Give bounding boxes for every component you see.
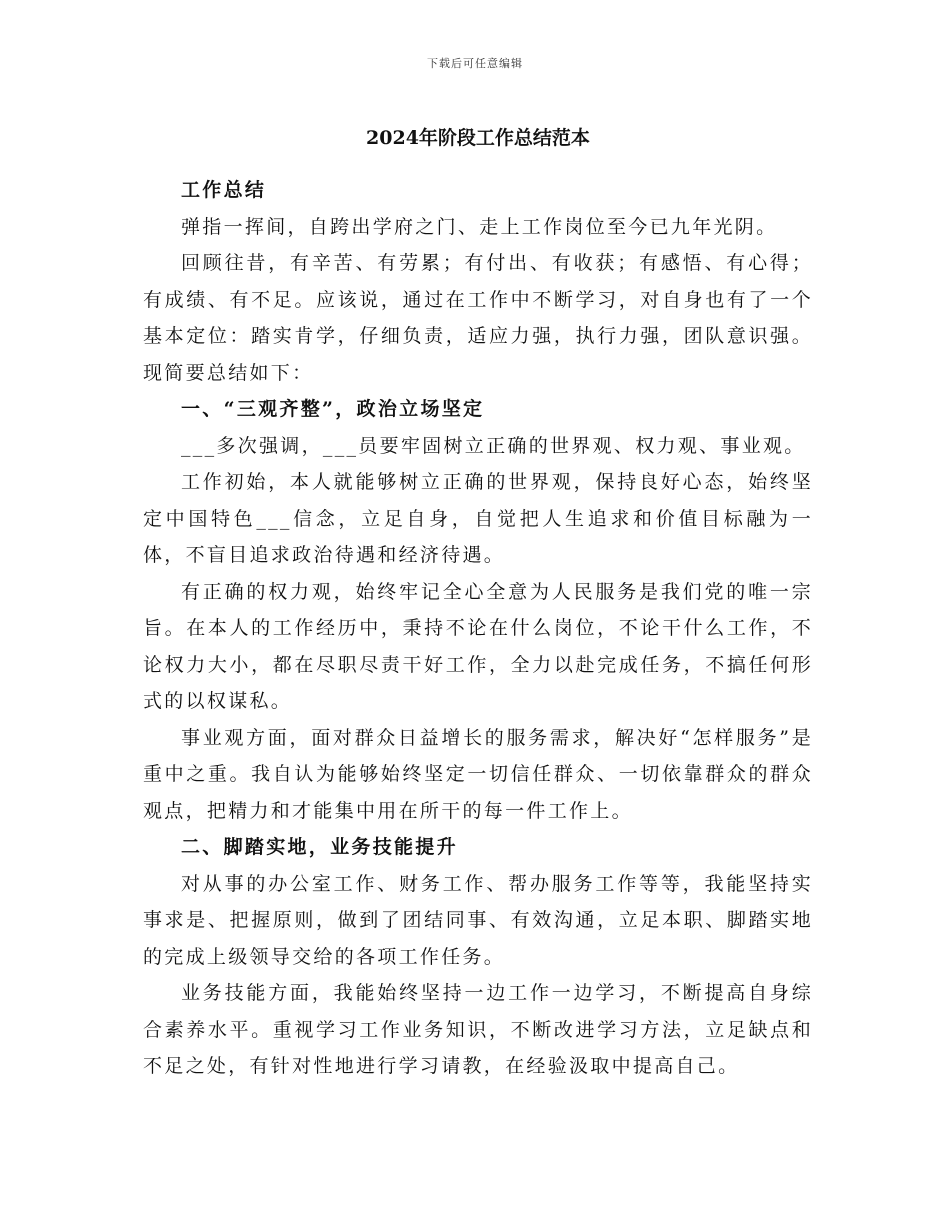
paragraph: 业务技能方面，我能始终坚持一边工作一边学习，不断提高自身综合素养水平。重视学习工作业务知识，不断改进学习方法，立足缺点和不足之处，有针对性地进行学习请教，在经验汲取中提高自己。 (143, 982, 813, 1077)
paragraph: ___多次强调，___员要牢固树立正确的世界观、权力观、事业观。 (181, 434, 806, 457)
section-heading-one: 一、“三观齐整”，政治立场坚定 (181, 398, 485, 420)
document-body (143, 118, 813, 1085)
paragraph: 对从事的办公室工作、财务工作、帮办服务工作等等，我能坚持实事求是、把握原则，做到了团结同事、有效沟通，立足本职、脚踏实地的完成上级领导交给的各项工作任务。 (143, 872, 813, 968)
paragraph: 回顾往昔，有辛苦、有劳累；有付出、有收获；有感悟、有心得；有成绩、有不足。应该说，通过在工作中不断学习，对自身也有了一个基本定位：踏实肯学，仔细负责，适应力强，执行力强，团队意识强。现简要总结如下： (143, 252, 813, 384)
header-note: 下载后可任意编辑 (427, 57, 523, 70)
paragraph: 事业观方面，面对群众日益增长的服务需求，解决好“怎样服务”是重中之重。我自认为能够始终坚定一切信任群众、一切依靠群众的群众观点，把精力和才能集中用在所干的每一件工作上。 (143, 726, 813, 822)
paragraph: 工作初始，本人就能够树立正确的世界观，保持良好心态，始终坚定中国特色___信念，立足自身，自觉把人生追求和价值目标融为一体，不盲目追求政治待遇和经济待遇。 (143, 471, 813, 566)
paragraph: 弹指一挥间，自跨出学府之门、走上工作岗位至今已九年光阴。 (181, 215, 778, 238)
section-heading-summary: 工作总结 (181, 179, 267, 201)
section-heading-two: 二、脚踏实地，业务技能提升 (181, 836, 458, 858)
paragraph: 有正确的权力观，始终牢记全心全意为人民服务是我们党的唯一宗旨。在本人的工作经历中，秉持不论在什么岗位，不论干什么工作，不论权力大小，都在尽职尽责干好工作，全力以赴完成任务，不搞任何形式的以权谋私。 (143, 580, 813, 712)
document-title: 2024年阶段工作总结范本 (366, 127, 590, 149)
